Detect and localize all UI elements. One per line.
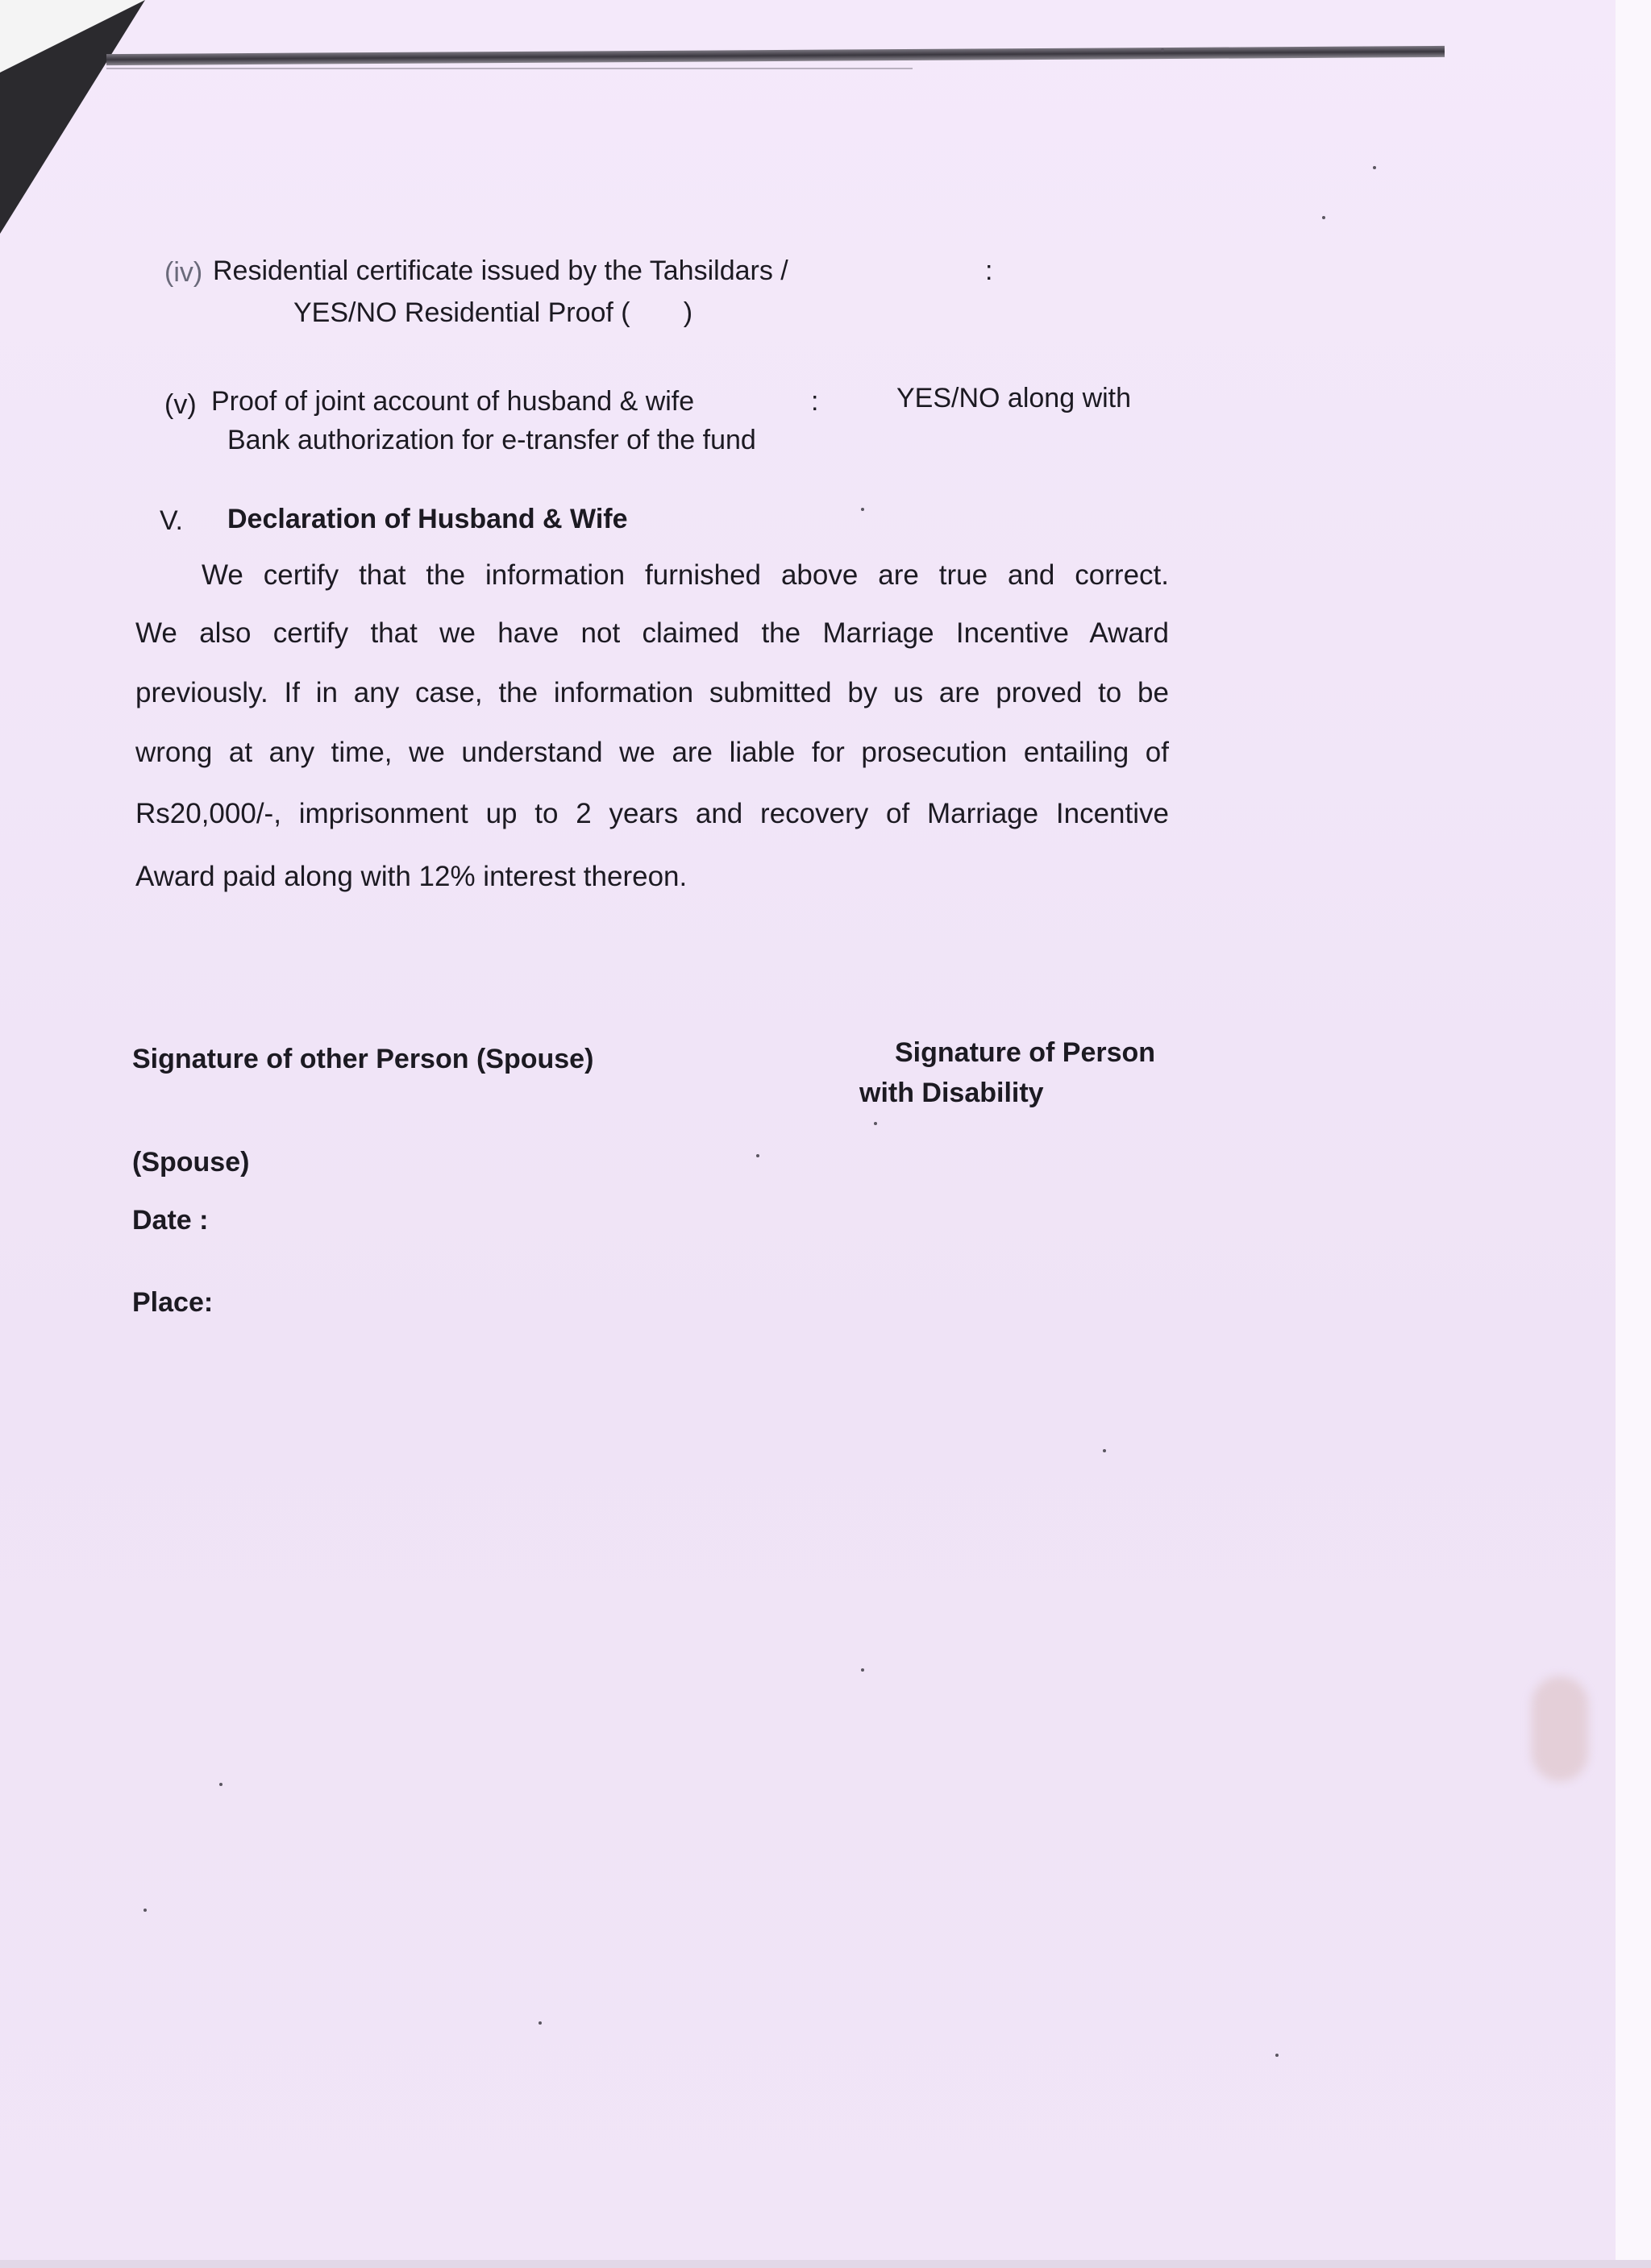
page-bottom-edge: [0, 2260, 1651, 2268]
item-v-number: (v): [164, 389, 197, 420]
scan-speck: [1103, 1449, 1106, 1452]
declaration-heading: Declaration of Husband & Wife: [227, 504, 628, 534]
scan-speck: [143, 1909, 147, 1912]
declaration-line: Award paid along with 12% interest thereon.: [135, 861, 688, 892]
item-v-colon: :: [811, 386, 819, 417]
page-right-edge: [1616, 0, 1651, 2268]
scan-speck: [1161, 48, 1164, 52]
top-horizontal-rule: [106, 46, 1445, 65]
scan-speck: [874, 1122, 877, 1125]
item-iv-number: (iv): [164, 257, 203, 288]
date-label: Date :: [132, 1205, 209, 1236]
declaration-line: Rs20,000/-, imprisonment up to 2 years and recovery of Marriage Incentive: [135, 798, 1169, 829]
place-label: Place:: [132, 1287, 214, 1318]
declaration-line: wrong at any time, we understand we are liable for prosecution entailing of: [135, 737, 1169, 768]
declaration-line: We certify that the information furnished above are true and correct.: [202, 559, 1169, 591]
person-signature-label-line1: Signature of Person: [895, 1037, 1156, 1068]
declaration-number: V.: [160, 505, 184, 536]
item-v-line1: Proof of joint account of husband & wife: [211, 386, 695, 417]
declaration-line: We also certify that we have not claimed the Marriage Incentive Award: [135, 617, 1169, 649]
declaration-line: previously. If in any case, the information submitted by us are proved to be: [135, 677, 1169, 708]
item-iv-line2: YES/NO Residential Proof ( ): [293, 297, 693, 328]
scan-speck: [219, 1783, 222, 1786]
person-signature-label-line2: with Disability: [859, 1078, 1044, 1108]
spouse-tag: (Spouse): [132, 1147, 250, 1178]
scan-speck: [861, 1668, 864, 1672]
scan-speck: [861, 508, 864, 511]
item-v-line2: Bank authorization for e-transfer of the fund: [227, 425, 756, 455]
scan-speck: [1322, 216, 1325, 219]
paper-stain: [1532, 1676, 1588, 1781]
item-v-answer: YES/NO along with: [896, 383, 1132, 413]
item-iv-colon: :: [985, 255, 993, 286]
top-thin-rule: [106, 68, 913, 69]
scan-speck: [756, 1154, 759, 1157]
scan-speck: [1275, 2054, 1279, 2057]
item-iv-line1: Residential certificate issued by the Tahsildars /: [213, 255, 788, 286]
scan-speck: [1373, 166, 1376, 169]
scan-speck: [539, 2021, 542, 2025]
spouse-signature-label: Signature of other Person (Spouse): [132, 1044, 594, 1074]
